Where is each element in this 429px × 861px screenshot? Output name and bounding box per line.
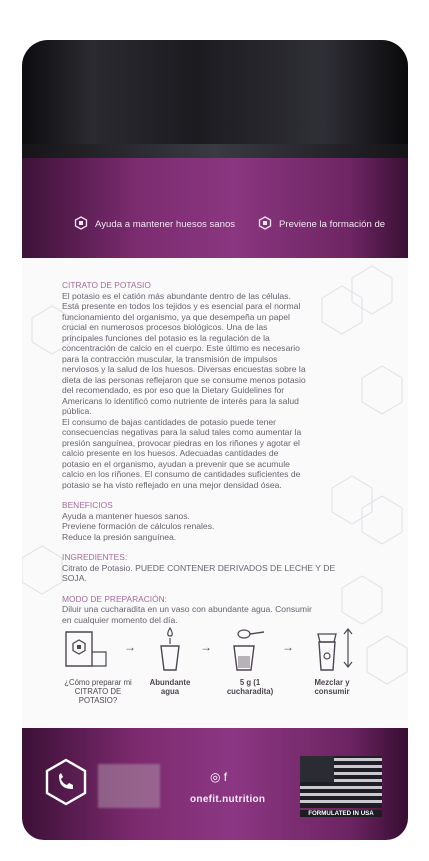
label-text-block (62, 280, 352, 625)
body-line: pública. (62, 406, 92, 416)
social-handle: onefit.nutrition (190, 794, 266, 805)
body-line: Americans lo identificó como nutriente de interés para la salud (62, 395, 299, 406)
lid-ring (22, 144, 408, 158)
body-line: calcio presente en los huesos. Adecuadas cantidades de (62, 448, 279, 458)
body-line: presión sanguínea, provocar piedras en los riñones y agotar el (62, 437, 300, 448)
product-jar (22, 40, 408, 840)
step-label-line: Abundante (149, 678, 191, 687)
section-title-benefits: BENEFICIOS (62, 500, 113, 510)
hexagon-logo-icon (74, 216, 88, 233)
ingredient-line: SOJA. (62, 573, 87, 583)
body-line: para la contracción muscular, la transmisión de impulsos (62, 353, 278, 364)
body-line: calcio en los riñones. El consumo de cantidades suficientes de (62, 469, 301, 479)
hexagon-logo-icon (258, 216, 272, 233)
arrow-right-icon: → (282, 640, 294, 654)
prep-line: en cualquier momento del día. (62, 614, 178, 625)
benefit-line: Previene formación de cálculos renales. (62, 521, 215, 531)
body-line: crucial en numerosos procesos biológicos. Una de las (62, 322, 268, 332)
band-benefit-1-text: Ayuda a mantener huesos sanos (95, 219, 236, 231)
step-label-line: Mezclar y (314, 678, 350, 687)
product-bag-icon (62, 626, 108, 670)
body-line: funcionamiento del organismo, ya que desempeña un papel (62, 311, 290, 322)
section-title-ingredients: INGREDIENTES: (62, 552, 128, 562)
shaker-icon (310, 626, 356, 672)
prep-line: Diluir una cucharadita en un vaso con abundante agua. Consumir (62, 604, 312, 614)
arrow-right-icon: → (124, 640, 136, 654)
band-benefit-2-text: Previene la formación de (279, 219, 386, 231)
arrow-right-icon: → (200, 640, 212, 654)
scoop-glass-icon (230, 626, 270, 672)
step-label-line: CITRATO DE POTASIO? (74, 687, 122, 705)
section-title-preparation: MODO DE PREPARACIÓN: (62, 593, 168, 604)
top-benefit-band (22, 158, 408, 258)
body-line: concentración de calcio en el cuerpo. Este último es necesario (62, 343, 300, 353)
step-label-line: consumir (314, 687, 350, 696)
step-label-3 (220, 678, 280, 696)
preparation-steps (62, 626, 362, 726)
body-line: El consumo de bajas cantidades de potasio puede tener (62, 416, 277, 427)
phone-hexagon-icon (44, 758, 88, 806)
body-line: principales funciones del potasio es la regulación de la (62, 332, 270, 343)
step-label-line: 5 g (1 (239, 678, 261, 687)
body-line: El potasio es el catión más abundante dentro de las células. (62, 290, 291, 301)
step-label-line: ¿Cómo preparar mi (64, 678, 132, 687)
step-label-4 (302, 678, 362, 696)
body-line: nerviosos y la salud de los huesos. Diversas encuestas sobre la (62, 364, 306, 374)
step-label-2 (144, 678, 196, 696)
benefit-line: Ayuda a mantener huesos sanos. (62, 510, 190, 521)
step-label-line: cucharadita) (226, 687, 274, 696)
body-line: del recomendado, es por eso que la Dietary Guidelines for (62, 385, 285, 395)
band-benefit-1 (74, 216, 235, 233)
formulated-in-usa-label: FORMULATED IN USA (300, 810, 382, 817)
benefit-line: Reduce la presión sanguínea. (62, 531, 177, 542)
section-title-citrate: CITRATO DE POTASIO (62, 280, 151, 290)
body-line: dieta de las personas reflejaron que se consume menos potasio (62, 374, 306, 385)
body-line: Está presente en todos los tejidos y es esencial para el normal (62, 301, 301, 311)
water-glass-icon (157, 626, 183, 672)
redacted-area (98, 764, 160, 808)
nutrition-label (22, 258, 408, 728)
step-label-1 (56, 678, 140, 705)
ingredient-line: Citrato de Potasio. PUEDE CONTENER DERIVADOS DE LECHE Y DE (62, 562, 336, 573)
step-label-line: agua (160, 687, 180, 696)
usa-flag-icon (300, 756, 382, 808)
jar-lid (22, 40, 408, 158)
body-line: potasio en el organismo, ayudan a prevenir que se acumule (62, 458, 290, 469)
social-icons: ◎ f (210, 770, 228, 784)
body-line: consecuencias negativas para la salud tales como aumentar la (62, 427, 302, 437)
bottom-band (22, 728, 408, 840)
band-benefit-2 (258, 216, 385, 233)
body-line: potasio se ha visto reflejado en una mejor densidad ósea. (62, 479, 282, 490)
